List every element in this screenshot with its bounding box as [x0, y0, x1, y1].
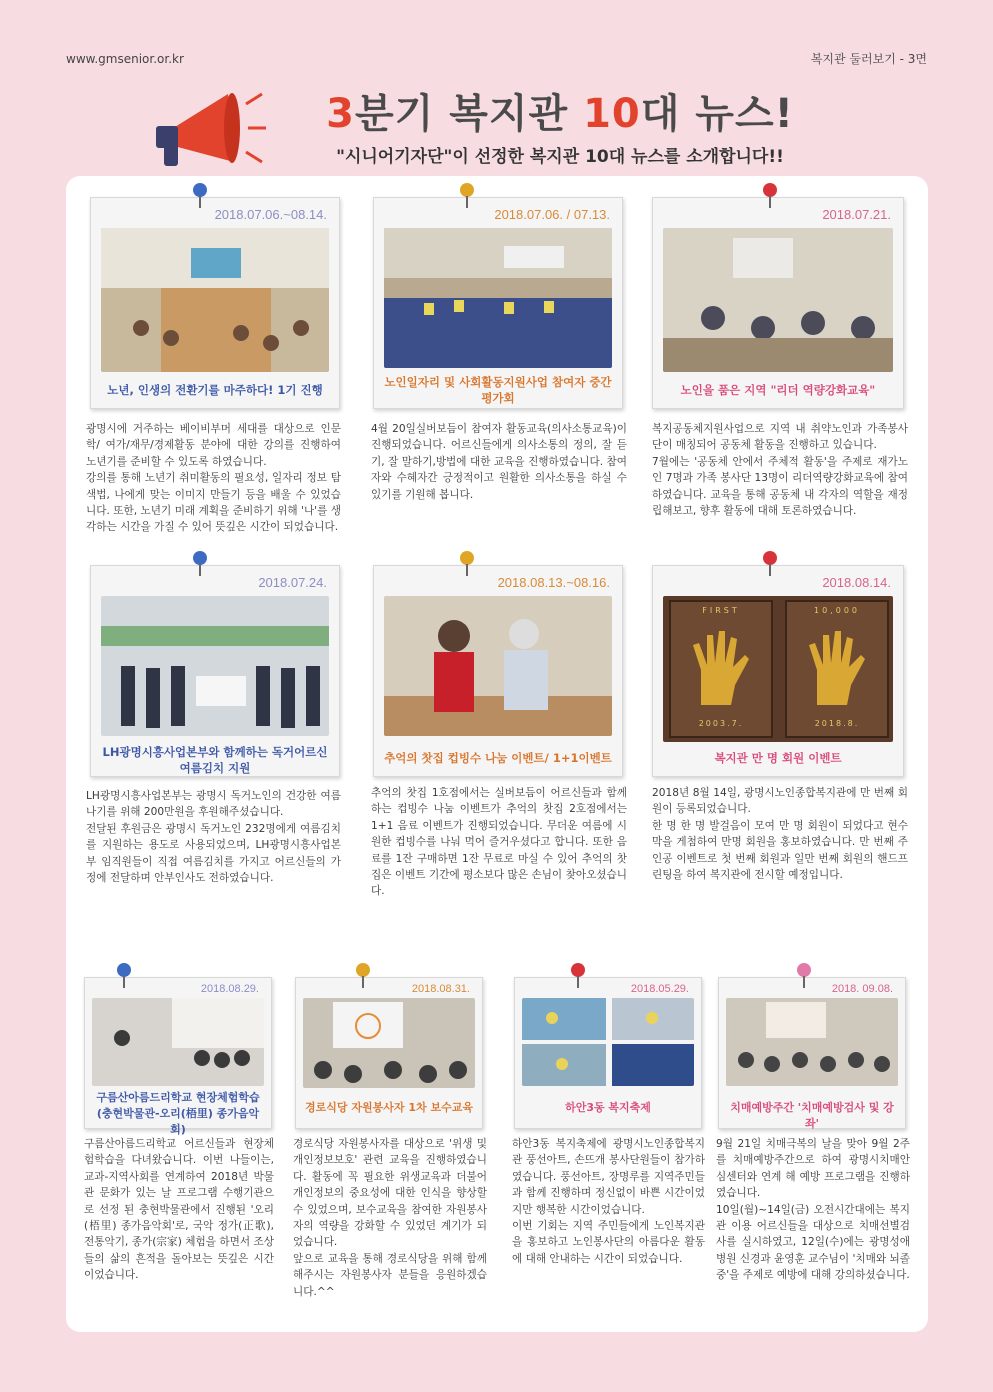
news-caption: 치매예방주간 '치매예방검사 및 강좌' [730, 1101, 894, 1130]
news-body: 경로식당 자원봉사자를 대상으로 '위생 및 개인정보보호' 관련 교육을 진행하였습니다. 활동에 꼭 필요한 위생교육과 더불어 개인정보의 중요성에 대한 인식을 향상할 수 있었으며, 보수교육을 참여한 자원봉사자의 역량을 강화할 수 있었던 계기가 되었습니다. 앞으로 교육을 통해 경로식당을 위해 함께 해주시는 자원봉사자 분들을 응원하겠습니다.^^ [293, 1138, 487, 1298]
plaque-right: 10,000 2018.8. [785, 600, 889, 738]
pushpin-icon [456, 182, 478, 208]
news-caption: 복지관 만 명 회원 이벤트 [714, 751, 842, 765]
pushpin-icon [352, 962, 374, 988]
news-photo [384, 228, 612, 368]
news-body: 4월 20일실버보듬이 참여자 활동교육(의사소통교육)이 진행되었습니다. 어르신들에게 의사소통의 정의, 잘 듣기, 잘 말하기,방법에 대한 교육을 진행하였습니다. 참여자와 수혜자간 긍정적이고 원활한 의사소통을 하실 수 있기를 기원해 봅니다. [371, 423, 627, 501]
news-card-3 [652, 197, 904, 409]
news-photo [101, 596, 329, 736]
news-photo [522, 998, 694, 1086]
news-caption: 구름산아름드리학교 현장체험학습 (충현박물관-오리(梧里) 종가음악회) [96, 1091, 260, 1136]
news-body: 2018년 8월 14일, 광명시노인종합복지관에 만 번째 회원이 등록되었습니다. 한 명 한 명 발걸음이 모여 만 명 회원이 되었다고 현수막을 게첨하여 만명 회원을 홍보하였습니다. 만 번째 주인공 이벤트로 첫 번째 회원과 일만 번째 회원의 핸드프린팅을 하여 복지관에 전시할 예정입니다. [652, 787, 908, 882]
news-date: 2018.07.06.~08.14. [214, 207, 327, 222]
news-card-9 [514, 977, 702, 1129]
pushpin-icon [456, 550, 478, 576]
news-card-2 [373, 197, 623, 409]
news-card-7 [84, 977, 272, 1136]
news-date: 2018. 09.08. [831, 983, 893, 995]
news-card-10 [718, 977, 906, 1129]
news-body: 추억의 찻집 1호점에서는 실버보듬이 어르신들과 함께 하는 컵빙수 나눔 이벤트가 추억의 찻집 2호점에서는 1+1 음료 이벤트가 진행되었습니다. 무더운 여름에 시원한 컵빙수를 나눠 먹어 즐거우셨다고 합니다. 또한 음료를 1잔 구매하면 1잔 무료로 마실 수 있어 추억의 찻집은 이벤트 기간에 평소보다 많은 손님이 찾아오셨습니다. [371, 787, 627, 898]
news-body: 복지공동체지원사업으로 지역 내 취약노인과 가족봉사단이 매칭되어 공동체 활동을 진행하고 있습니다. 7월에는 '공동체 안에서 주체적 활동'을 주제로 재가노인 7명과 가족 봉사단 13명이 리더역량강화교육에 참여하였습니다. 교육을 통해 공동체 내 각자의 역할을 재정립해보고, 향후 활동에 대해 토론하였습니다. [652, 423, 908, 518]
news-body: 하안3동 복지축제에 광명시노인종합복지관 풍선아트, 손뜨개 봉사단원들이 참가하였습니다. 풍선아트, 장명루를 지역주민들과 함께 진행하며 정신없이 바쁜 시간이었지만 행복한 시간이었습니다. 이번 기회는 지역 주민들에게 노인복지관을 홍보하고 노인봉사단의 아름다운 활동에 대해 안내하는 시간이 되었습니다. [512, 1138, 705, 1265]
news-caption: 노인일자리 및 사회활동지원사업 참여자 중간평가회 [384, 375, 612, 405]
page-title: 3분기 복지관 10대 뉴스! [326, 91, 794, 137]
pushpin-icon [793, 962, 815, 988]
news-caption: LH광명시흥사업본부와 함께하는 독거어르신 여름김치 지원 [102, 745, 328, 775]
news-date: 2018.08.14. [822, 575, 891, 590]
news-caption: 노년, 인생의 전환기를 마주하다! 1기 진행 [107, 383, 323, 397]
news-caption: 추억의 찻집 컵빙수 나눔 이벤트/ 1+1이벤트 [384, 751, 612, 765]
news-date: 2018.05.29. [630, 983, 689, 995]
news-body: 구름산아름드리학교 어르신들과 현장체험학습을 다녀왔습니다. 이번 나들이는, 교과-지역사회를 연계하여 2018년 박물관 문화가 있는 날 프로그램 수행기관으로 선정 된 충현박물관에서 진행된 '오리(梧里) 종가음악회'로, 국악 정가(正歌), 전통악기, 종가(宗家) 체험을 하면서 조상들의 삶의 흔적을 돌아보는 뜻깊은 시간이었습니다. [84, 1138, 274, 1282]
news-card-6 [652, 565, 904, 777]
news-card-5 [373, 565, 623, 777]
website-url[interactable]: www.gmsenior.or.kr [66, 52, 184, 66]
pushpin-icon [567, 962, 589, 988]
plaque-left: FIRST 2003.7. [669, 600, 773, 738]
news-date: 2018.07.24. [258, 575, 327, 590]
pushpin-icon [113, 962, 135, 988]
news-photo [92, 998, 264, 1086]
news-photo [101, 228, 329, 372]
news-date: 2018.08.29. [200, 983, 259, 995]
megaphone-icon [150, 82, 270, 178]
news-date: 2018.07.21. [822, 207, 891, 222]
pushpin-icon [759, 182, 781, 208]
news-caption: 하안3동 복지축제 [565, 1101, 651, 1114]
news-caption: 경로식당 자원봉사자 1차 보수교육 [305, 1101, 473, 1114]
news-body: 광명시에 거주하는 베이비부머 세대를 대상으로 인문학/ 여가/재무/경제활동 분야에 대한 강의를 진행하여 노년기를 준비할 수 있도록 하였습니다. 강의를 통해 노년기 취미활동의 필요성, 일자리 정보 탐색법, 나에게 맞는 이미지 만들기 등을 배울 수 있었습니다. 또한, 노년기 미래 계획을 준비하기 위해 '나'를 생각하는 시간을 가질 수 있어 뜻깊은 시간이 되었습니다. [86, 423, 341, 534]
news-card-1 [90, 197, 340, 409]
pushpin-icon [759, 550, 781, 576]
news-photo [726, 998, 898, 1086]
pushpin-icon [189, 550, 211, 576]
news-card-8 [295, 977, 483, 1129]
news-photo [663, 228, 893, 372]
handprint-icon [787, 615, 887, 715]
page-subtitle: "시니어기자단"이 선정한 복지관 10대 뉴스를 소개합니다!! [336, 147, 784, 167]
news-card-4 [90, 565, 340, 777]
news-photo [384, 596, 612, 736]
news-body: 9월 21일 치매극복의 날을 맞아 9월 2주를 치매예방주간으로 하여 광명시치매안심센터와 연계 해 예방 프로그램을 진행하였습니다. 10일(월)~14일(금) 오전시간대에는 복지관 이용 어르신들을 대상으로 치매선별검사를 실시하였고, 12일(수)에는 광명성애병원 신경과 윤영훈 교수님이 '치매와 뇌졸중'을 주제로 예방에 대해 강의하셨습니다. [716, 1138, 910, 1282]
news-date: 2018.08.31. [411, 983, 470, 995]
news-body: LH광명시흥사업본부는 광명시 독거노인의 건강한 여름나기를 위해 200만원을 후원해주셨습니다. 전달된 후원금은 광명시 독거노인 232명에게 여름김치를 지원하는 용도로 사용되었으며, LH광명시흥사업본부 임직원들이 직접 여름김치를 가지고 어르신들의 가정에 전달하며 안부인사도 전하였습니다. [86, 790, 341, 885]
news-photo [303, 998, 475, 1088]
pushpin-icon [189, 182, 211, 208]
news-photo [663, 596, 893, 742]
news-date: 2018.08.13.~08.16. [497, 575, 610, 590]
handprint-icon [671, 615, 771, 715]
news-date: 2018.07.06. / 07.13. [494, 207, 610, 222]
news-caption: 노인을 품은 지역 "리더 역량강화교육" [680, 383, 876, 397]
page-section-label: 복지관 둘러보기 - 3면 [810, 52, 927, 66]
